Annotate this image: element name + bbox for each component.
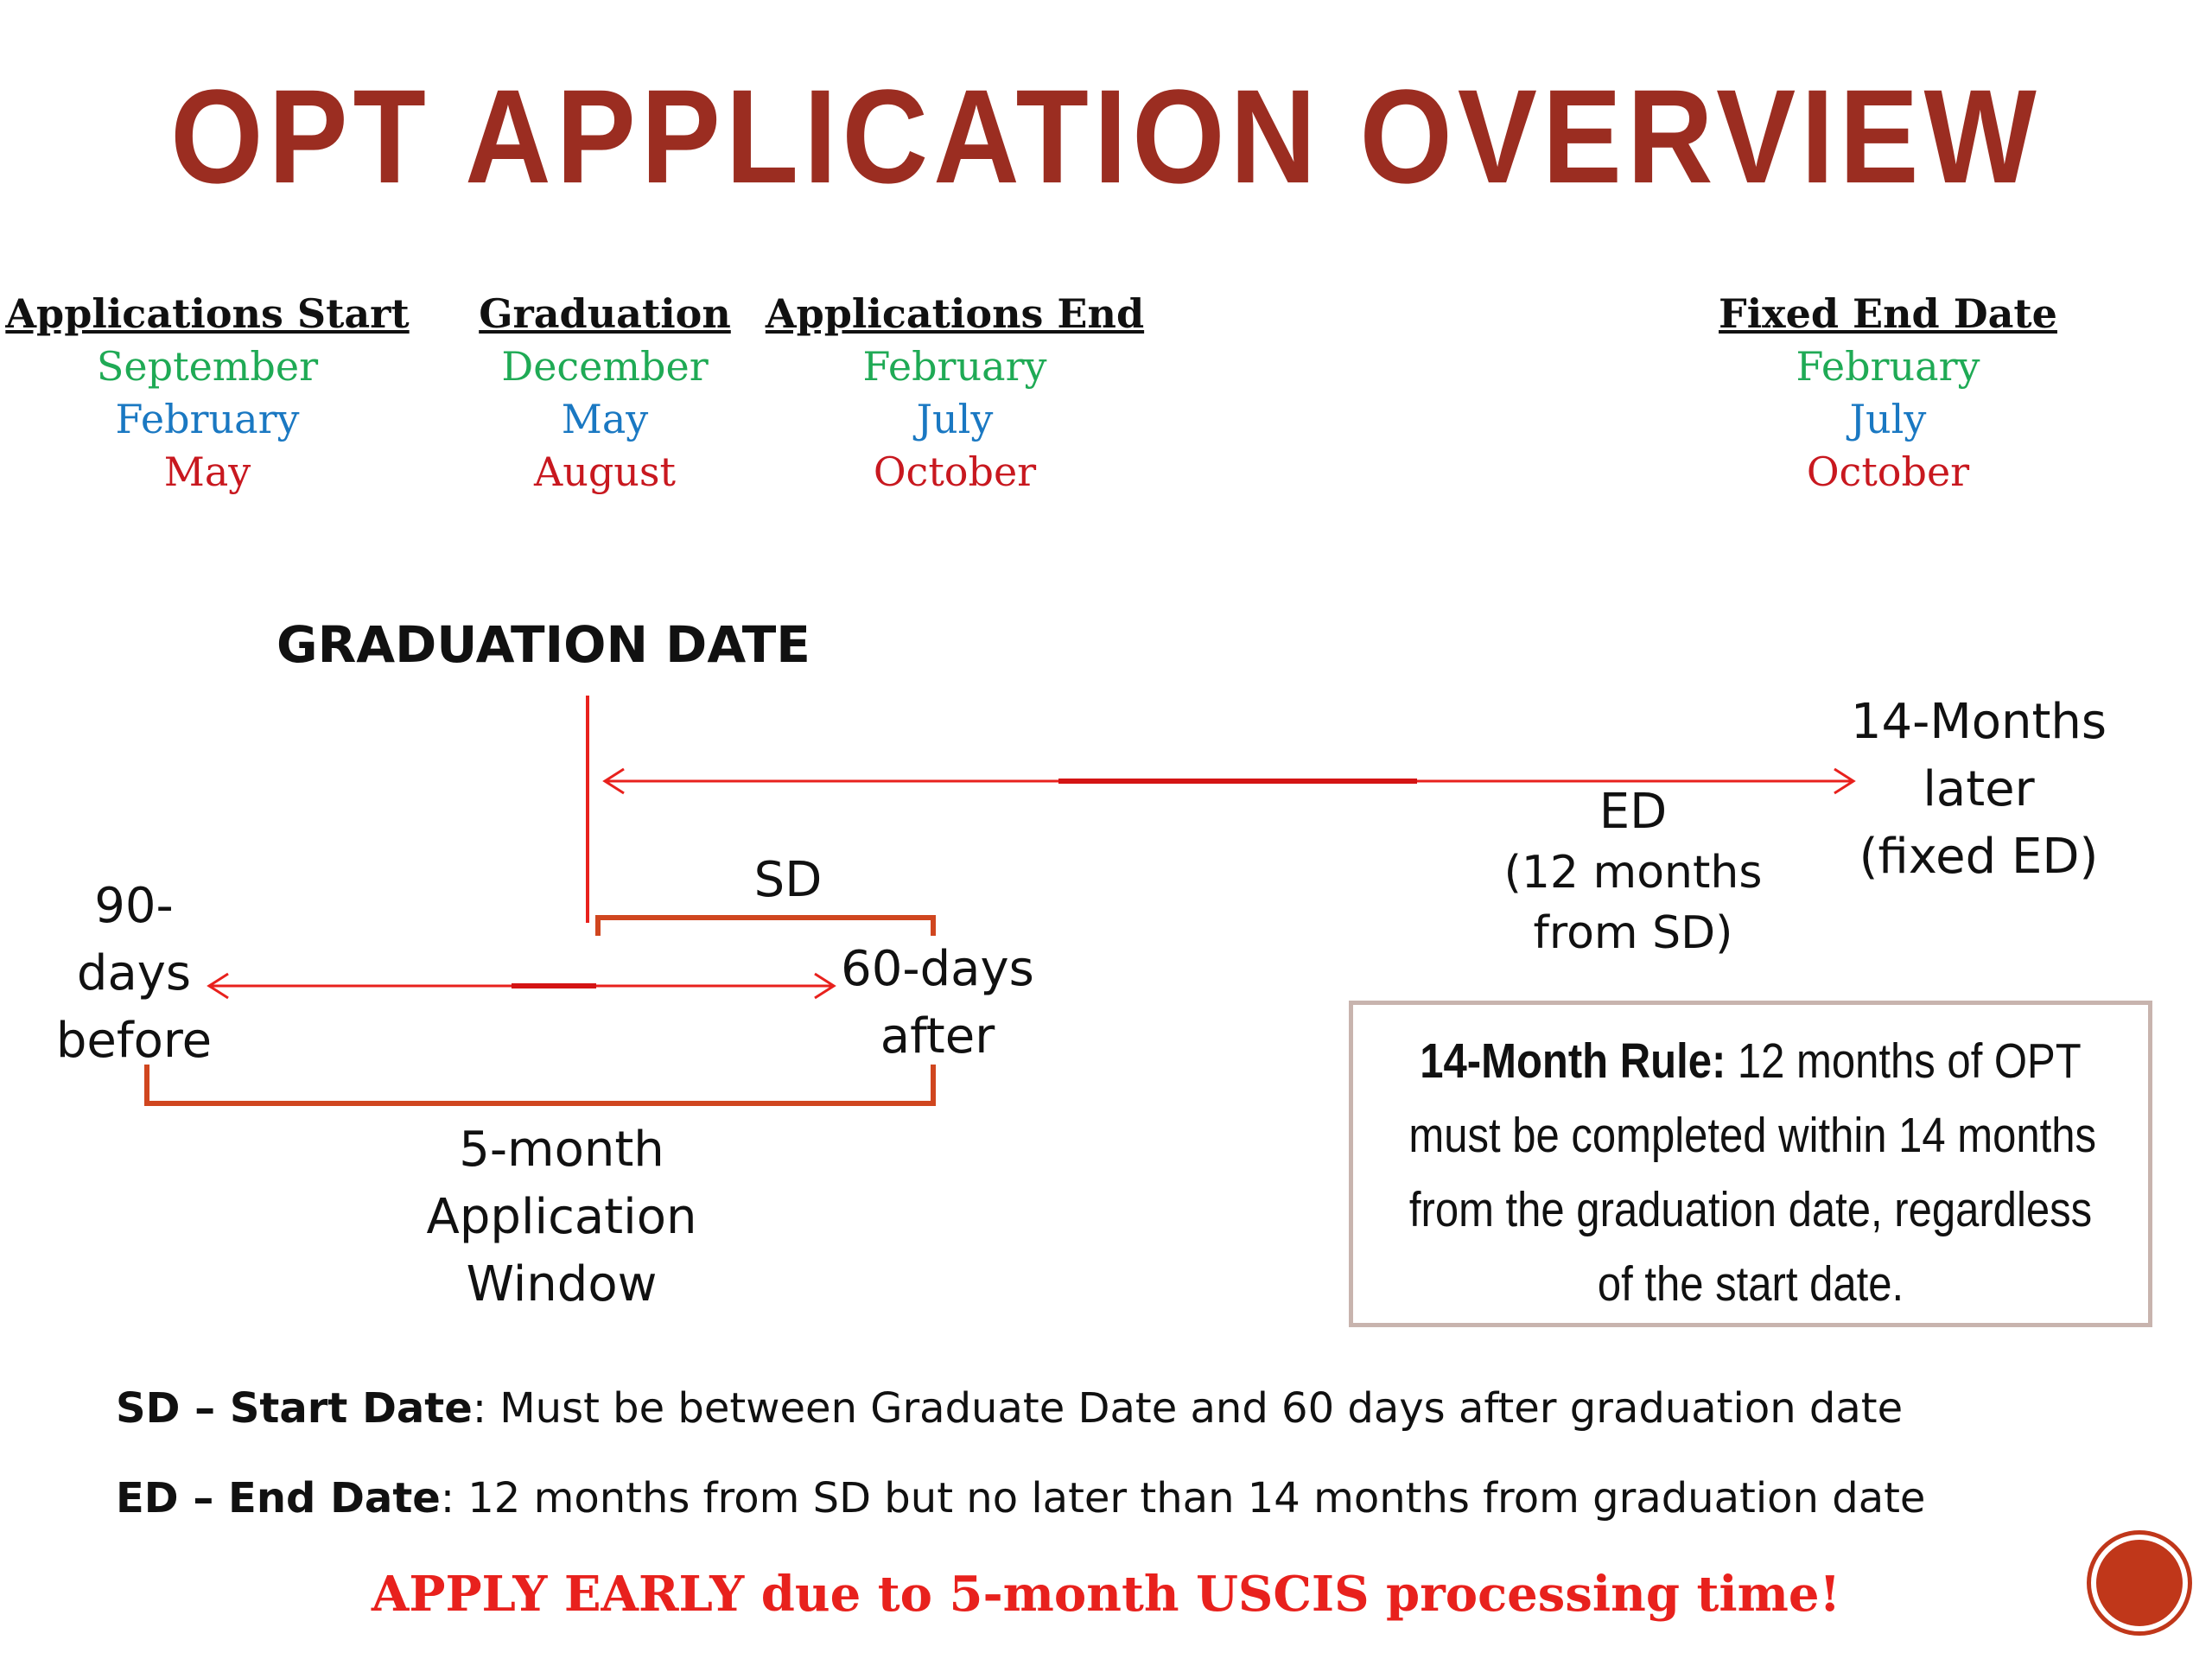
sixty-days-label xyxy=(821,936,1054,1071)
rule-line-2: must be completed within 14 months xyxy=(1408,1108,2097,1163)
rule-line-4: of the start date. xyxy=(1597,1256,1904,1312)
sd-label: SD xyxy=(753,852,823,908)
month-cell: February xyxy=(862,343,1047,390)
label-line: days xyxy=(76,945,192,1001)
ed-term: ED – End Date xyxy=(116,1474,441,1522)
label-line: Window xyxy=(466,1256,658,1313)
graduation-date-label: GRADUATION DATE xyxy=(276,615,810,674)
column-header: Applications Start xyxy=(5,290,410,337)
month-cell: May xyxy=(561,396,649,442)
month-cell: October xyxy=(1806,448,1970,495)
label-line: from SD) xyxy=(1533,907,1733,959)
ed-definition xyxy=(116,1474,1925,1522)
sd-definition xyxy=(116,1384,1903,1433)
ed-text: : 12 months from SD but no later than 14 months from graduation date xyxy=(440,1474,1926,1522)
rule-line-1 xyxy=(1408,1024,2092,1098)
label-line: 60-days xyxy=(841,941,1034,997)
rule-title: 14-Month Rule: xyxy=(1420,1033,1726,1089)
sd-text: : Must be between Graduate Date and 60 days after graduation date xyxy=(472,1384,1904,1433)
label-line: 90- xyxy=(94,878,174,934)
window-bracket xyxy=(147,1065,933,1103)
label-line: Application xyxy=(426,1189,697,1245)
sd-bracket xyxy=(598,918,933,936)
month-cell: February xyxy=(115,396,300,442)
sd-term: SD – Start Date xyxy=(116,1384,473,1433)
label-line: before xyxy=(55,1013,213,1069)
apply-early-note: APPLY EARLY due to 5-month USCIS processing time! xyxy=(371,1566,1841,1623)
rule-line-3: from the graduation date, regardless xyxy=(1408,1182,2093,1237)
column-header: Fixed End Date xyxy=(1719,290,2057,337)
label-line: ED xyxy=(1599,784,1668,840)
month-cell: December xyxy=(501,343,709,390)
fourteen-month-rule-box xyxy=(1349,1001,2152,1327)
month-cell: July xyxy=(1849,396,1927,442)
month-cell: July xyxy=(916,396,994,442)
label-line: (12 months xyxy=(1503,847,1763,899)
label-line: 5-month xyxy=(459,1122,664,1178)
label-line: (fixed ED) xyxy=(1859,829,2099,885)
rule-text: 12 months of OPT xyxy=(1726,1033,2082,1089)
label-line: later xyxy=(1923,761,2035,817)
label-line: after xyxy=(880,1008,995,1065)
ed-label xyxy=(1486,782,1780,963)
month-cell: October xyxy=(873,448,1037,495)
label-line: 14-Months xyxy=(1850,694,2107,750)
fourteen-months-label xyxy=(1797,689,2160,891)
page-title: OPT APPLICATION OVERVIEW xyxy=(170,62,2042,212)
column-header: Graduation xyxy=(479,290,731,337)
column-header: Applications End xyxy=(765,290,1145,337)
application-window-label xyxy=(346,1116,778,1319)
month-cell: August xyxy=(533,448,676,495)
circle-nav-icon[interactable] xyxy=(2091,1535,2188,1631)
ninety-days-label xyxy=(26,873,242,1075)
month-cell: September xyxy=(96,343,319,390)
month-cell: February xyxy=(1796,343,1980,390)
month-cell: May xyxy=(163,448,251,495)
